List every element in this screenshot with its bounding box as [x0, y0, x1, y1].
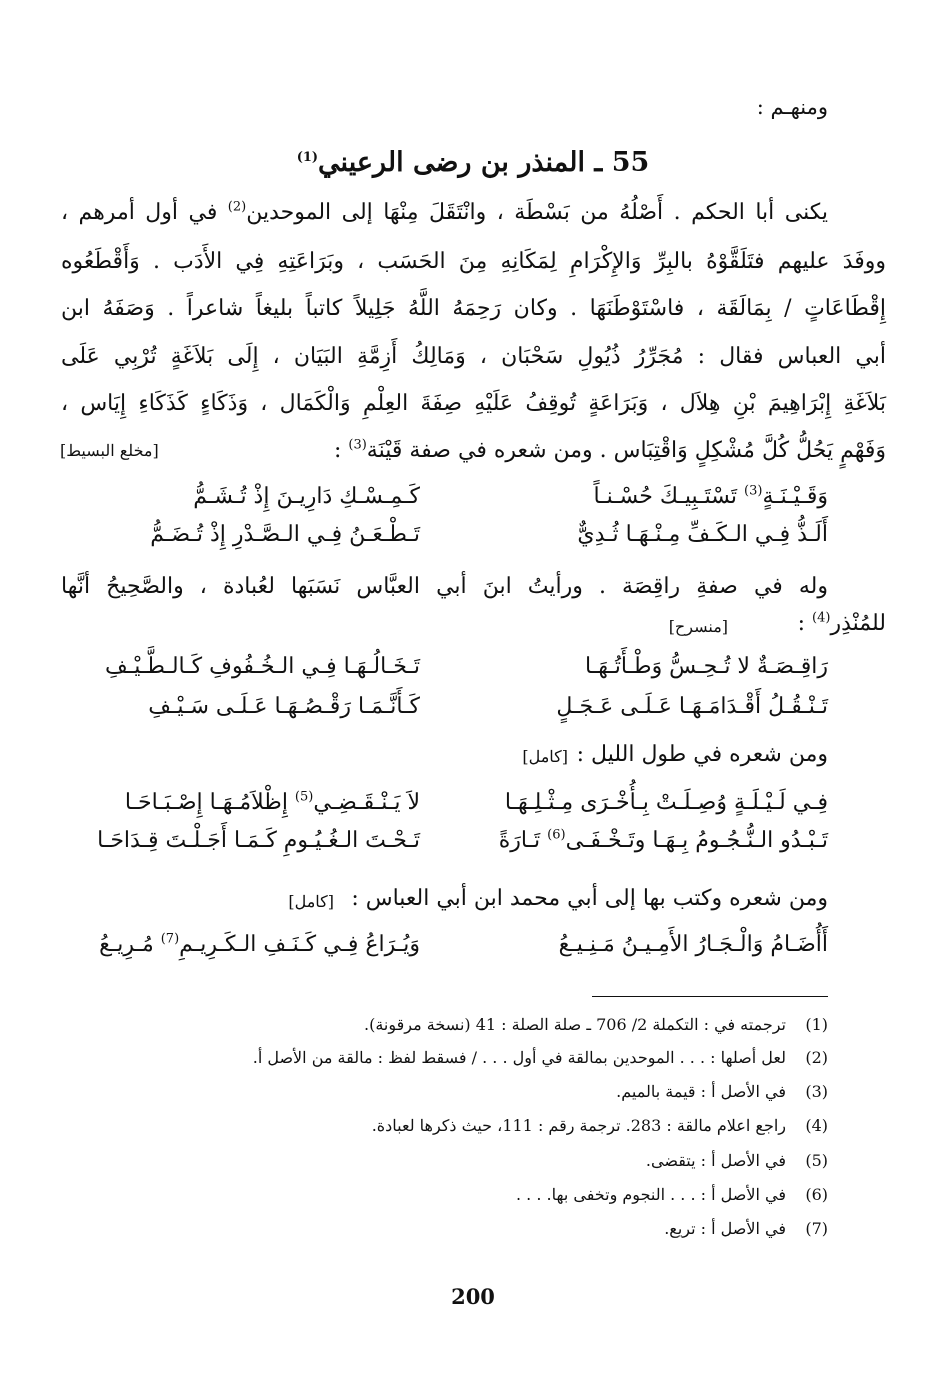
footnote-text: لعل أصلها : . . . الموحدين بمالقة في أول . . . / فسقط لفظ : مالقة من الأصل أ.	[252, 1048, 786, 1067]
meter-label: [منسرح]	[668, 617, 728, 636]
verse-second-hemistich: لاَ يَـنْـقَـضِـي$^{(5)}$ إِظْلاَمُـهَـا إِصْـبَـاحَـا	[124, 789, 420, 815]
section-intro: ومنهـم :	[756, 95, 828, 119]
footnote-number: (1)	[805, 1015, 828, 1034]
footnote	[372, 1115, 828, 1137]
footnote-number: (3)	[805, 1082, 828, 1101]
footnote-text: في الأصل أ : تريع.	[664, 1219, 786, 1238]
body-line: للمُنْذِر$^{(4)}$ :	[797, 610, 886, 636]
entry-title-text: 55 ـ المنذر بن رضى الرعيني	[318, 147, 650, 178]
footnote	[253, 1047, 828, 1069]
body-line: ووفَدَ عليهم فتَلَقَّوْهُ بالبِرِّ وَالإِكْرَامِ لِمَكَانِهِ مِنَ الحَسَب ، وبَرَاعَتِهِ فِي الأَدَب . وَأَقْطَعُوه	[61, 249, 886, 274]
meter-label: [مخلع البسيط]	[60, 441, 159, 460]
page-number: 200	[451, 1284, 495, 1309]
verse-first-hemistich: تَـبْـدُو الـنُّـجُـومُ بِـهَـا وتَـخْـفَـى$^{(6)}$ تَـارَةً	[498, 827, 828, 853]
body-line: ومن شعره في طول الليل :	[576, 742, 828, 767]
verse-first-hemistich: فِـي لَـيْـلَـةٍ وُصِـلَـتْ بِـأُخْـرَى مِـثْـلِـهَـا	[504, 790, 828, 815]
footnote	[664, 1218, 828, 1240]
footnote-text: ترجمته في : التكملة 2/ 706 ـ صلة الصلة : 41 (نسخة مرقونة).	[364, 1015, 786, 1034]
body-line: وَفَهْمٍ يَحُلُّ كُلَّ مُشْكِلٍ وَاقْتِبَاس . ومن شعره في صفة قَيْنَة$^{(3)}$ :	[333, 437, 886, 463]
footnote-number: (2)	[805, 1048, 828, 1067]
body-line: أبي العباس فقال : مُجَرِّرُ ذُيُولِ سَحْبَان ، وَمَالِكُ أَزِمَّةِ البَيَان ، إِلَى بَلاَغَةٍ تُرْبِي عَلَى	[61, 344, 886, 369]
body-line: إِقْطَاعَاتٍ / بِمَالَقَة ، فاسْتَوْطَنَهَا . وكان رَحِمَهُ اللَّهُ جَلِيلاً كاتباً بليغاً شاعراً . وَصَفَهُ ابن	[61, 296, 886, 321]
body-line: بَلاَغَةِ إِبْرَاهِيمَ بْنِ هِلاَل ، وَبَرَاعَةٍ تُوقِفُ عَلَيْهِ صِفَةَ العِلْمِ وَالْكَمَال ، وَذَكَاءٍ كَذَكَاءِ إِيَاس ،	[61, 391, 886, 416]
meter-label: [كامل]	[522, 747, 568, 766]
verse-second-hemistich: تَـحْـتَ الـغُـيُـومِ كَـمَـا أَجَـلْـتَ قِـدَاحَـا	[97, 828, 420, 853]
footnote-ref: (7)	[160, 931, 180, 947]
verse-second-hemistich: تَـطْـعَـنُ فِـي الـصَّـدْرِ إِذْ تُـضَـمُّ	[150, 522, 420, 547]
verse-first-hemistich: أَلَـذُّ فِـي الـكَـفِّ مِـنْـهَـا ثُـدِيٌّ	[577, 522, 828, 547]
footnote-ref: (2)	[227, 199, 247, 215]
footnote-ref: (3)	[348, 437, 367, 453]
verse-first-hemistich: أَأُضَـامُ وَالْـجَـارُ الأَمِـيـنُ مَـنِـيـعُ	[558, 932, 828, 957]
footnote-divider	[592, 996, 828, 997]
body-line: ومن شعره وكتب بها إلى أبي محمد ابن أبي العباس :	[351, 886, 828, 911]
footnote	[646, 1150, 828, 1172]
entry-title	[0, 145, 946, 181]
footnote-text: راجع اعلام مالقة : 283. ترجمة رقم : 111، حيث ذكرها لعبادة.	[371, 1116, 786, 1135]
footnote-ref: (6)	[547, 827, 566, 843]
body-line: وله في صفةِ راقِصَة . ورأيتُ ابنَ أبي العبَّاس نَسَبَها لعُبادة ، والصَّحِيحُ أنَّها	[61, 574, 829, 599]
footnote-number: (5)	[805, 1151, 828, 1170]
verse-first-hemistich: رَاقِـصَـةٌ لا تُـحِـسُّ وَطْـأَتُـهَـا	[585, 654, 828, 679]
footnote-text: في الأصل أ : يتقضى.	[645, 1151, 786, 1170]
footnote-text: في الأصل أ : قيمة بالميم.	[616, 1082, 786, 1101]
footnote-ref: (5)	[294, 789, 314, 805]
footnote-ref: (4)	[812, 610, 831, 626]
footnote	[616, 1081, 828, 1103]
footnote-number: (7)	[805, 1219, 828, 1238]
footnote-number: (6)	[805, 1185, 828, 1204]
verse-first-hemistich: وَقَـيْـنَـةٍ$^{(3)}$ تَسْتَـبِيـكَ حُسْـنـاً	[593, 483, 828, 509]
verse-second-hemistich: كَـمِـسْـكِ دَارِيـنَ إِذْ تُـشَـمُّ	[193, 484, 420, 509]
verse-first-hemistich: تَـنْـقُـلُ أَقْـدَامَـهَـا عَـلَـى عَـجَـلٍ	[556, 694, 828, 719]
verse-second-hemistich: تَـخَـالُـهَـا فِـي الـخُـفُوفِ كَـالـطَّـيْـفِ	[105, 654, 420, 679]
footnote	[516, 1184, 828, 1206]
meter-label: [كامل]	[288, 892, 334, 911]
verse-second-hemistich: وَيُـرَاعُ فِـي كَـنَـفِ الـكَـرِيـمِ$^{(7)}$ مُـرِيـعُ	[99, 931, 420, 957]
footnote-ref: (3)	[744, 483, 763, 499]
footnote-text: في الأصل أ : . . . النجوم وتخفى بها. . . .	[515, 1185, 786, 1204]
body-line: يكنى أبا الحكم . أَصْلُهُ من بَسْطَة ، وانْتَقَلَ مِنْهَا إلى الموحدين$^{(2)}$ في أول أمرهم ،	[61, 199, 828, 225]
verse-second-hemistich: كَـأَنَّـمَـا رَقْـصُـهَـا عَـلَـى سَـيْـفِ	[148, 694, 420, 719]
footnote-number: (4)	[805, 1116, 828, 1135]
footnote-ref: (1)	[296, 150, 319, 165]
footnote	[364, 1014, 828, 1036]
